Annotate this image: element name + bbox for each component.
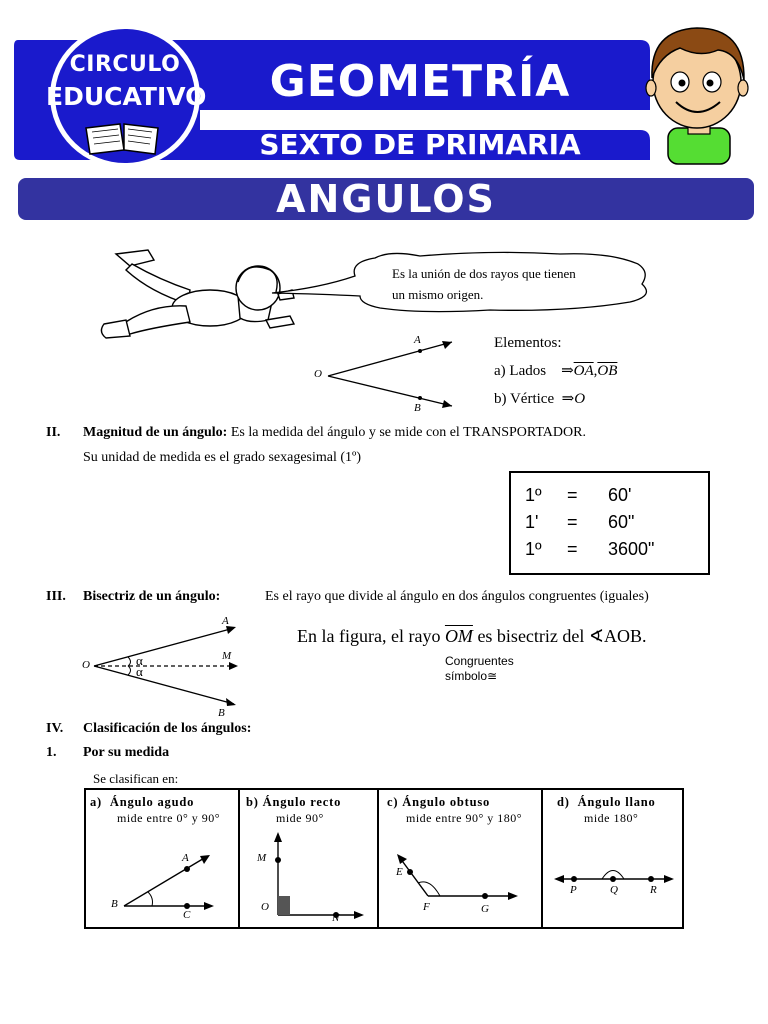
intro-illustration [90,240,690,420]
congruent-label: Congruentes [445,654,514,668]
logo-bottom-text: EDUCATIVO [46,82,207,111]
right-angle-figure [274,832,364,919]
element-vertex [494,389,585,408]
section2-text-2: Su unidad de medida es el grado sexagesimal (1º) [83,450,362,465]
straight-label-q: Q [610,884,618,896]
cell-right-name: Ángulo recto [262,795,342,809]
cell-obtuse-desc: mide entre 90° y 180° [406,811,523,825]
vertex-value: O [574,391,586,407]
conv-3-left: 1º [525,539,542,559]
straight-label-r: R [650,884,657,896]
cell-acute-letter: a) [90,795,103,809]
straight-angle-figure [554,871,674,884]
label-a: A [414,334,421,346]
bisector-statement [297,626,647,647]
cell-straight-letter: d) [557,795,570,809]
boy-mascot-icon [646,28,748,164]
bisector-label-a: A [222,615,229,627]
straight-label-p: P [570,884,577,896]
conv-3-eq: = [567,539,578,559]
section3-heading: Bisectriz de un ángulo: [83,589,221,604]
statement-suffix: es bisectriz del [477,626,585,646]
statement-prefix: En la figura, el rayo [297,626,441,646]
cell-acute-name: Ángulo agudo [109,795,195,809]
subject-title: GEOMETRÍA [269,56,571,107]
label-o: O [314,368,322,380]
obtuse-label-e: E [396,866,403,878]
congruent-symbol: ≅ [487,669,498,683]
cell-straight-name: Ángulo llano [577,795,656,809]
bisector-label-m: M [222,650,232,662]
classification-figures [84,788,684,929]
statement-ray: $\overline{OM}$ [444,626,473,646]
elements-title: Elementos: [494,335,562,351]
section4-intro: Se clasifican en: [93,771,179,786]
conv-2-left: 1' [525,512,539,532]
symbol-line [445,669,497,683]
acute-label-c: C [183,909,191,921]
angle-symbol: ∢ [588,626,604,646]
statement-angle: AOB. [604,626,647,646]
section3-text: Es el rayo que divide al ángulo en dos ángulos congruentes (iguales) [265,589,649,604]
conv-2-right: 60" [608,512,635,532]
cell-straight-desc: mide 180° [584,811,639,825]
section2-paragraph [83,425,723,441]
implies-symbol-2: ⇒ [561,391,575,407]
conv-2-eq: = [567,512,578,532]
label-b: B [414,402,421,414]
bisector-figure [80,612,260,712]
right-label-m: M [257,852,267,864]
bubble-text-line2: un mismo origen. [392,287,484,302]
section2-number: II. [46,425,61,440]
acute-angle-figure [124,855,214,910]
cell-acute-desc: mide entre 0° y 90° [117,811,221,825]
section4-heading: Clasificación de los ángulos: [83,721,252,736]
implies-symbol: ⇒ [561,363,574,379]
section2-text-caps: TRANSPORTADOR. [463,425,586,440]
section4-number: IV. [46,721,64,736]
element-vertex-label: b) Vértice [494,391,555,407]
section4-sub-heading: Por su medida [83,745,170,760]
grade-title: SEXTO DE PRIMARIA [259,128,581,161]
symbol-label: símbolo [445,669,488,683]
bubble-text-line1: Es la unión de dos rayos que tienen [392,266,576,281]
section4-sub-number: 1. [46,745,57,760]
obtuse-label-g: G [481,903,489,915]
obtuse-label-f: F [423,901,430,913]
obtuse-angle-figure [397,854,518,900]
acute-label-b: B [111,898,118,910]
right-label-n: N [332,912,340,924]
section3-number: III. [46,589,66,604]
cell-obtuse-name: Ángulo obtuso [402,795,491,809]
conv-1-left: 1º [525,485,542,505]
element-sides-label: a) Lados [494,363,547,379]
logo-top-text: CIRCULO [69,52,181,77]
bisector-label-b: B [218,707,225,719]
right-label-o: O [261,901,269,913]
cell-obtuse-letter: c) [387,795,399,809]
element-sides [494,361,617,380]
ray-ob: $\overline{OB}$ [597,363,618,379]
bisector-label-o: O [82,659,90,671]
conv-1-right: 60' [608,485,632,505]
cell-right-desc: mide 90° [276,811,324,825]
conv-3-right: 3600" [608,539,655,559]
page-title: ANGULOS [276,177,496,221]
alpha-label-2: α [136,664,143,679]
conv-1-eq: = [567,485,578,505]
acute-label-a: A [182,852,189,864]
conversion-box [509,471,710,575]
flying-boy-icon [101,250,294,338]
ray-oa: $\overline{OA}$ [573,363,594,379]
ray-separator: , [593,363,598,379]
section2-text-1: Es la medida del ángulo y se mide con el [230,425,460,440]
alpha-label-1: α [136,653,143,668]
section2-heading: Magnitud de un ángulo: [83,425,228,440]
cell-right-letter: b) [246,795,259,809]
